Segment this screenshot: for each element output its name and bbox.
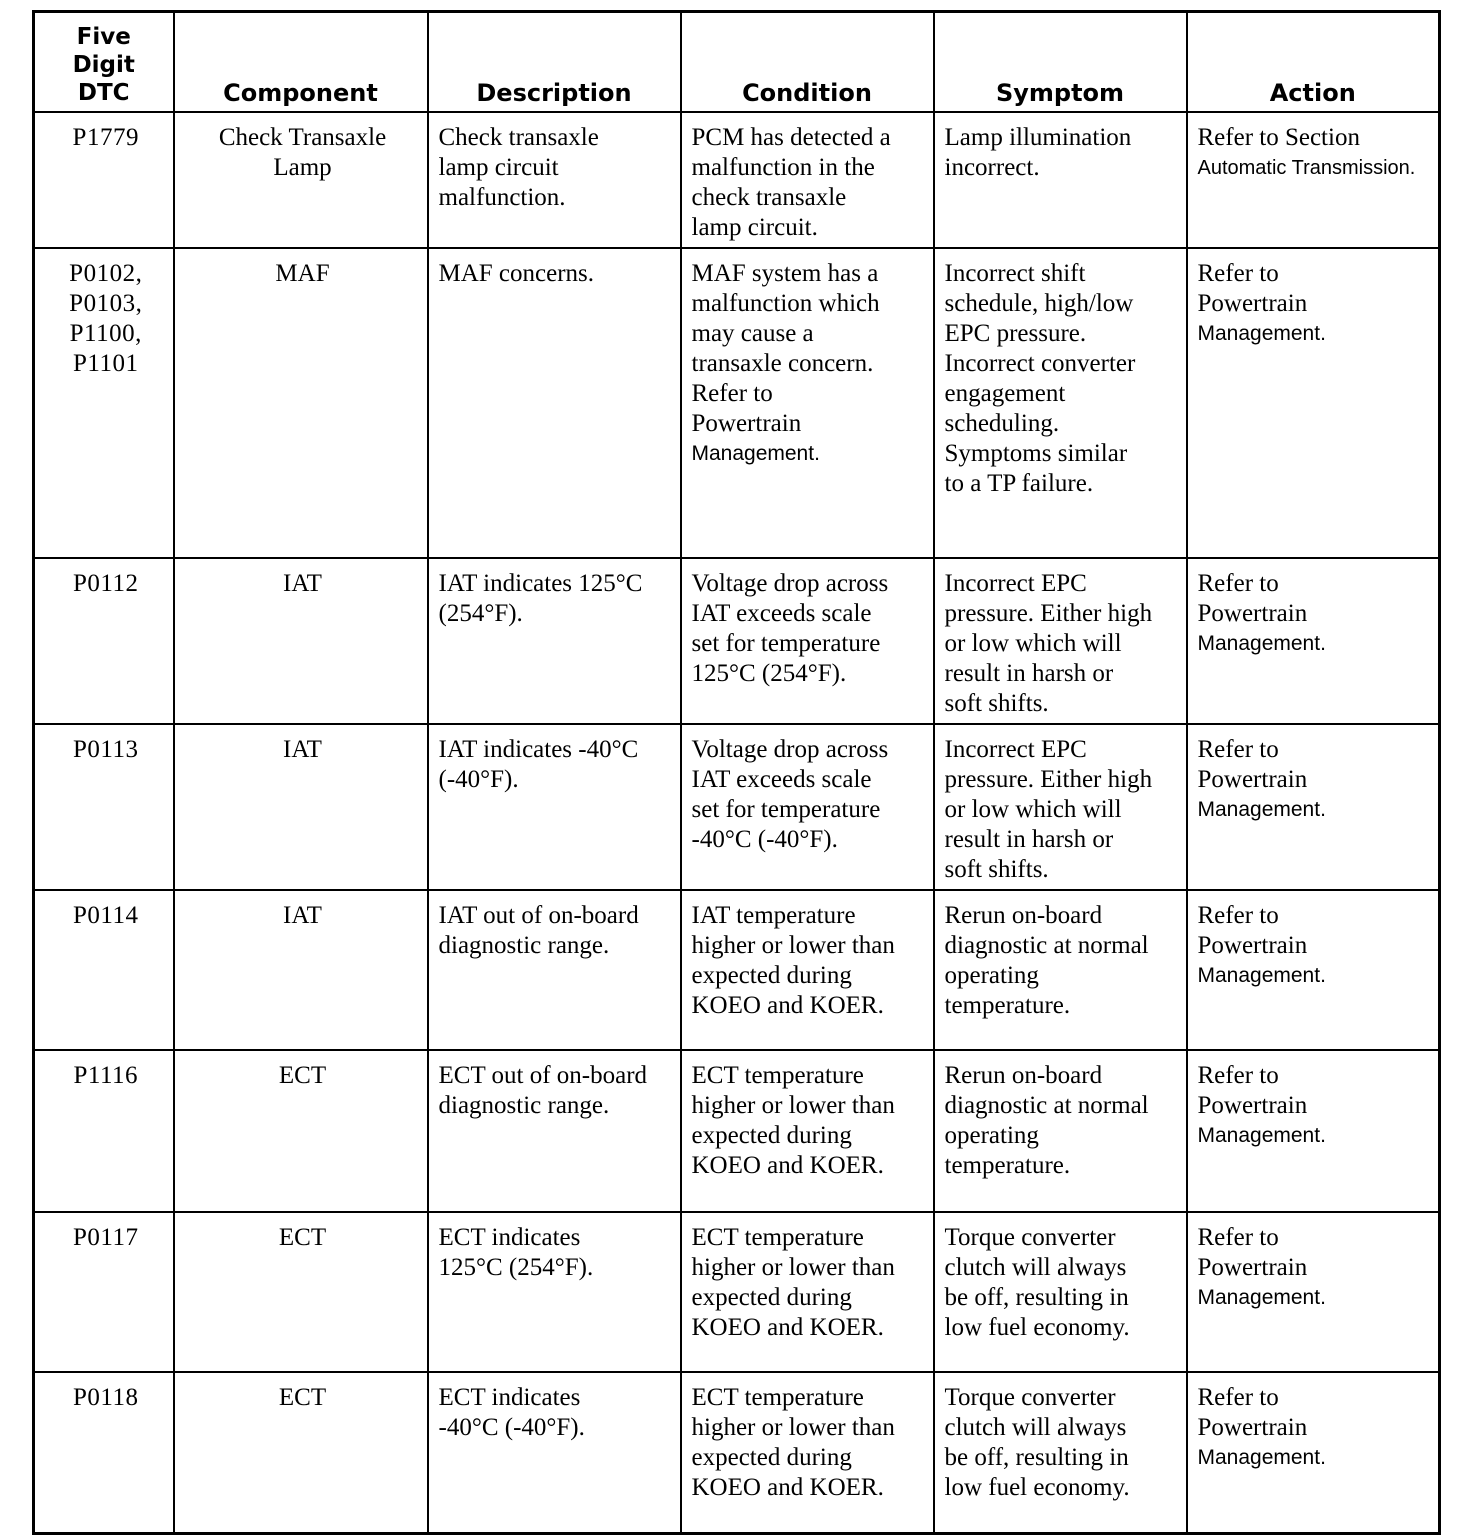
description-line: -40°C (-40°F). xyxy=(438,1413,585,1441)
cell-description xyxy=(428,248,681,558)
symptom-line: soft shifts. xyxy=(944,855,1049,883)
symptom-line: low fuel economy. xyxy=(944,1473,1130,1501)
cell-description xyxy=(428,1372,681,1534)
symptom-line: soft shifts. xyxy=(944,689,1049,717)
condition-line: higher or lower than xyxy=(691,1091,895,1119)
cell-symptom xyxy=(934,112,1187,248)
cell-condition xyxy=(681,890,934,1050)
condition-line: KOEO and KOER. xyxy=(691,991,884,1019)
cell-action xyxy=(1187,248,1440,558)
table-row xyxy=(34,1212,1440,1372)
condition-line: Refer to xyxy=(691,379,773,407)
action-line: Powertrain xyxy=(1197,1253,1308,1281)
cell-symptom xyxy=(934,1372,1187,1534)
action-line: Powertrain xyxy=(1197,289,1308,317)
description-line: diagnostic range. xyxy=(438,931,610,959)
action-line: Powertrain xyxy=(1197,1091,1308,1119)
dtc-line: P0113 xyxy=(73,735,139,763)
dtc-line: P0114 xyxy=(73,901,139,929)
cell-component xyxy=(174,1372,428,1534)
condition-line: set for temperature xyxy=(691,795,881,823)
symptom-line: operating xyxy=(944,961,1039,989)
condition-line: Management. xyxy=(691,441,820,465)
action-line: Management. xyxy=(1197,1123,1326,1147)
condition-line: higher or lower than xyxy=(691,1253,895,1281)
condition-line: check transaxle xyxy=(691,183,847,211)
table-row xyxy=(34,890,1440,1050)
symptom-line: scheduling. xyxy=(944,409,1060,437)
symptom-line: schedule, high/low xyxy=(944,289,1134,317)
component-line: IAT xyxy=(283,569,322,597)
description-line: (-40°F). xyxy=(438,765,519,793)
condition-line: lamp circuit. xyxy=(691,213,818,241)
cell-action xyxy=(1187,1050,1440,1212)
cell-component xyxy=(174,890,428,1050)
table-row xyxy=(34,248,1440,558)
cell-description xyxy=(428,1050,681,1212)
cell-component xyxy=(174,1050,428,1212)
description-line: ECT out of on-board xyxy=(438,1061,648,1089)
cell-description xyxy=(428,724,681,890)
dtc-line: P0117 xyxy=(73,1223,139,1251)
symptom-line: result in harsh or xyxy=(944,825,1114,853)
action-line: Management. xyxy=(1197,631,1326,655)
symptom-line: Torque converter xyxy=(944,1383,1116,1411)
condition-line: Powertrain xyxy=(691,409,802,437)
condition-line: may cause a xyxy=(691,319,814,347)
symptom-line: low fuel economy. xyxy=(944,1313,1130,1341)
cell-dtc xyxy=(34,558,174,724)
cell-description xyxy=(428,558,681,724)
condition-line: 125°C (254°F). xyxy=(691,659,847,687)
action-line: Management. xyxy=(1197,963,1326,987)
component-line: IAT xyxy=(283,901,322,929)
symptom-line: clutch will always xyxy=(944,1253,1127,1281)
symptom-line: operating xyxy=(944,1121,1039,1149)
description-line: (254°F). xyxy=(438,599,523,627)
action-line: Powertrain xyxy=(1197,765,1308,793)
component-line: Check Transaxle xyxy=(218,123,387,151)
symptom-line: Torque converter xyxy=(944,1223,1116,1251)
action-line: Refer to xyxy=(1197,1383,1279,1411)
cell-component xyxy=(174,558,428,724)
symptom-line: EPC pressure. xyxy=(944,319,1087,347)
component-line: Lamp xyxy=(273,153,332,181)
condition-line: IAT exceeds scale xyxy=(691,765,872,793)
cell-condition xyxy=(681,112,934,248)
cell-symptom xyxy=(934,1212,1187,1372)
symptom-line: temperature. xyxy=(944,1151,1071,1179)
condition-line: ECT temperature xyxy=(691,1383,864,1411)
cell-action xyxy=(1187,558,1440,724)
condition-line: transaxle concern. xyxy=(691,349,874,377)
dtc-line: P1101 xyxy=(73,349,139,377)
condition-line: -40°C (-40°F). xyxy=(691,825,838,853)
description-line: ECT indicates xyxy=(438,1223,581,1251)
action-line: Refer to xyxy=(1197,1223,1279,1251)
header-description: Description xyxy=(428,12,681,112)
cell-symptom xyxy=(934,248,1187,558)
table-row xyxy=(34,1050,1440,1212)
symptom-line: Symptoms similar xyxy=(944,439,1128,467)
condition-line: expected during xyxy=(691,1443,852,1471)
symptom-line: Incorrect EPC xyxy=(944,735,1087,763)
symptom-line: Lamp illumination xyxy=(944,123,1132,151)
symptom-line: diagnostic at normal xyxy=(944,931,1149,959)
component-line: ECT xyxy=(278,1061,327,1089)
action-line: Powertrain xyxy=(1197,1413,1308,1441)
action-line: Refer to xyxy=(1197,901,1279,929)
dtc-line: P1116 xyxy=(73,1061,139,1089)
condition-line: malfunction which xyxy=(691,289,880,317)
cell-condition xyxy=(681,1372,934,1534)
action-line: Management. xyxy=(1197,797,1326,821)
header-dtc xyxy=(34,12,174,112)
component-line: MAF xyxy=(275,259,330,287)
symptom-line: incorrect. xyxy=(944,153,1040,181)
dtc-line: P1779 xyxy=(72,123,139,151)
dtc-line: P1100, xyxy=(69,319,142,347)
symptom-line: to a TP failure. xyxy=(944,469,1094,497)
action-line: Refer to xyxy=(1197,569,1279,597)
cell-action xyxy=(1187,890,1440,1050)
symptom-line: or low which will xyxy=(944,795,1122,823)
action-line: Management. xyxy=(1197,1445,1326,1469)
symptom-line: engagement xyxy=(944,379,1066,407)
condition-line: ECT temperature xyxy=(691,1223,864,1251)
description-line: lamp circuit xyxy=(438,153,559,181)
header-condition: Condition xyxy=(681,12,934,112)
header-component: Component xyxy=(174,12,428,112)
header-action: Action xyxy=(1187,12,1440,112)
description-line: diagnostic range. xyxy=(438,1091,610,1119)
action-line: Powertrain xyxy=(1197,599,1308,627)
table-row xyxy=(34,1372,1440,1534)
dtc-line: P0118 xyxy=(73,1383,139,1411)
table-row xyxy=(34,558,1440,724)
cell-symptom xyxy=(934,558,1187,724)
symptom-line: be off, resulting in xyxy=(944,1283,1129,1311)
symptom-line: Incorrect EPC xyxy=(944,569,1087,597)
symptom-line: clutch will always xyxy=(944,1413,1127,1441)
condition-line: Voltage drop across xyxy=(691,569,889,597)
description-line: ECT indicates xyxy=(438,1383,581,1411)
cell-dtc xyxy=(34,890,174,1050)
action-line: Refer to xyxy=(1197,1061,1279,1089)
condition-line: set for temperature xyxy=(691,629,881,657)
action-line: Powertrain xyxy=(1197,931,1308,959)
condition-line: KOEO and KOER. xyxy=(691,1151,884,1179)
cell-dtc xyxy=(34,1212,174,1372)
component-line: ECT xyxy=(278,1223,327,1251)
cell-symptom xyxy=(934,1050,1187,1212)
cell-condition xyxy=(681,248,934,558)
condition-line: higher or lower than xyxy=(691,931,895,959)
condition-line: malfunction in the xyxy=(691,153,875,181)
condition-line: KOEO and KOER. xyxy=(691,1473,884,1501)
symptom-line: diagnostic at normal xyxy=(944,1091,1149,1119)
condition-line: MAF system has a xyxy=(691,259,879,287)
condition-line: IAT temperature xyxy=(691,901,856,929)
component-line: IAT xyxy=(283,735,322,763)
table-row xyxy=(34,112,1440,248)
cell-symptom xyxy=(934,890,1187,1050)
condition-line: expected during xyxy=(691,1283,852,1311)
description-line: MAF concerns. xyxy=(438,259,595,287)
action-line: Refer to xyxy=(1197,259,1279,287)
dtc-line: P0103, xyxy=(69,289,143,317)
action-line: Automatic Transmission. xyxy=(1197,156,1416,179)
cell-action xyxy=(1187,1372,1440,1534)
cell-dtc xyxy=(34,724,174,890)
component-line: ECT xyxy=(278,1383,327,1411)
header-symptom: Symptom xyxy=(934,12,1187,112)
condition-line: ECT temperature xyxy=(691,1061,864,1089)
dtc-line: P0112 xyxy=(73,569,139,597)
action-line: Management. xyxy=(1197,321,1326,345)
dtc-table xyxy=(32,10,1441,1535)
header-row xyxy=(34,12,1440,112)
cell-component xyxy=(174,112,428,248)
action-line: Refer to Section xyxy=(1197,123,1360,151)
symptom-line: temperature. xyxy=(944,991,1071,1019)
description-line: 125°C (254°F). xyxy=(438,1253,594,1281)
condition-line: PCM has detected a xyxy=(691,123,891,151)
cell-description xyxy=(428,890,681,1050)
cell-description xyxy=(428,112,681,248)
condition-line: IAT exceeds scale xyxy=(691,599,872,627)
table-row xyxy=(34,724,1440,890)
cell-component xyxy=(174,1212,428,1372)
condition-line: expected during xyxy=(691,961,852,989)
symptom-line: Incorrect converter xyxy=(944,349,1136,377)
cell-condition xyxy=(681,558,934,724)
cell-condition xyxy=(681,1050,934,1212)
cell-component xyxy=(174,724,428,890)
description-line: malfunction. xyxy=(438,183,566,211)
symptom-line: Rerun on-board xyxy=(944,1061,1103,1089)
symptom-line: pressure. Either high xyxy=(944,599,1153,627)
description-line: IAT out of on-board xyxy=(438,901,639,929)
cell-component xyxy=(174,248,428,558)
cell-symptom xyxy=(934,724,1187,890)
cell-action xyxy=(1187,724,1440,890)
header-dtc-line: Five xyxy=(76,23,131,50)
cell-action xyxy=(1187,1212,1440,1372)
condition-line: higher or lower than xyxy=(691,1413,895,1441)
cell-dtc xyxy=(34,112,174,248)
symptom-line: pressure. Either high xyxy=(944,765,1153,793)
action-line: Refer to xyxy=(1197,735,1279,763)
cell-dtc xyxy=(34,1372,174,1534)
symptom-line: or low which will xyxy=(944,629,1122,657)
cell-condition xyxy=(681,1212,934,1372)
header-dtc-line: DTC xyxy=(77,79,130,106)
description-line: IAT indicates -40°C xyxy=(438,735,639,763)
cell-dtc xyxy=(34,248,174,558)
cell-condition xyxy=(681,724,934,890)
condition-line: Voltage drop across xyxy=(691,735,889,763)
symptom-line: be off, resulting in xyxy=(944,1443,1129,1471)
dtc-line: P0102, xyxy=(69,259,143,287)
cell-action xyxy=(1187,112,1440,248)
description-line: IAT indicates 125°C xyxy=(438,569,643,597)
action-line: Management. xyxy=(1197,1285,1326,1309)
header-dtc-line: Digit xyxy=(72,51,135,78)
cell-dtc xyxy=(34,1050,174,1212)
symptom-line: Incorrect shift xyxy=(944,259,1086,287)
symptom-line: result in harsh or xyxy=(944,659,1114,687)
symptom-line: Rerun on-board xyxy=(944,901,1103,929)
condition-line: KOEO and KOER. xyxy=(691,1313,884,1341)
cell-description xyxy=(428,1212,681,1372)
description-line: Check transaxle xyxy=(438,123,599,151)
condition-line: expected during xyxy=(691,1121,852,1149)
